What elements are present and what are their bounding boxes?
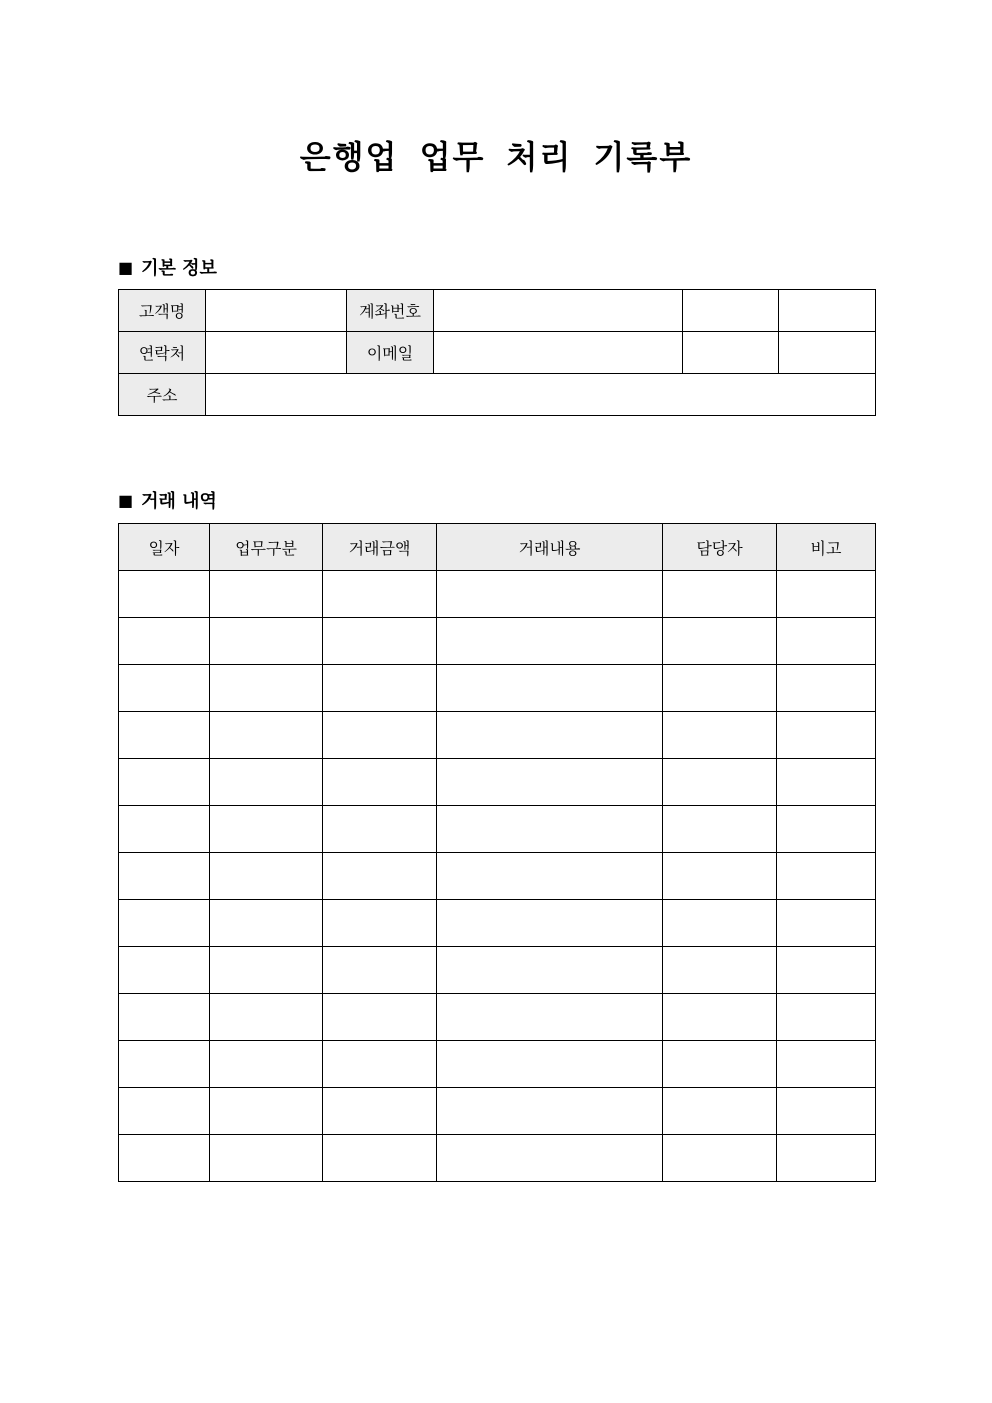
contact-field[interactable] <box>206 332 347 374</box>
table-cell[interactable] <box>323 571 437 618</box>
table-cell[interactable] <box>663 806 777 853</box>
table-cell[interactable] <box>437 759 663 806</box>
table-cell[interactable] <box>777 1041 876 1088</box>
table-cell[interactable] <box>119 900 210 947</box>
table-cell[interactable] <box>663 712 777 759</box>
table-cell[interactable] <box>119 806 210 853</box>
email-label: 이메일 <box>347 332 434 374</box>
table-cell[interactable] <box>663 853 777 900</box>
table-cell[interactable] <box>323 853 437 900</box>
table-cell[interactable] <box>119 1041 210 1088</box>
table-cell[interactable] <box>119 1088 210 1135</box>
blank-cell[interactable] <box>779 290 876 332</box>
transactions-heading <box>118 487 217 513</box>
table-cell[interactable] <box>437 1041 663 1088</box>
table-cell[interactable] <box>210 759 323 806</box>
transactions-table <box>118 523 876 1182</box>
table-cell[interactable] <box>437 618 663 665</box>
table-cell[interactable] <box>663 994 777 1041</box>
table-cell[interactable] <box>323 806 437 853</box>
info-row-address <box>119 374 876 416</box>
table-row <box>119 1135 876 1182</box>
column-header-staff: 담당자 <box>663 524 777 571</box>
square-bullet-icon: ■ <box>118 490 134 510</box>
table-cell[interactable] <box>323 759 437 806</box>
table-cell[interactable] <box>323 900 437 947</box>
table-cell[interactable] <box>777 947 876 994</box>
column-header-remarks: 비고 <box>777 524 876 571</box>
table-cell[interactable] <box>210 947 323 994</box>
basic-info-table <box>118 289 876 416</box>
table-row <box>119 665 876 712</box>
square-bullet-icon: ■ <box>118 257 134 277</box>
table-cell[interactable] <box>437 1135 663 1182</box>
table-cell[interactable] <box>119 571 210 618</box>
table-cell[interactable] <box>323 1135 437 1182</box>
table-row <box>119 806 876 853</box>
address-field[interactable] <box>206 374 876 416</box>
table-cell[interactable] <box>437 994 663 1041</box>
table-cell[interactable] <box>210 618 323 665</box>
blank-cell[interactable] <box>683 290 779 332</box>
table-cell[interactable] <box>119 1135 210 1182</box>
table-cell[interactable] <box>663 759 777 806</box>
table-cell[interactable] <box>210 712 323 759</box>
email-field[interactable] <box>434 332 683 374</box>
table-cell[interactable] <box>663 665 777 712</box>
table-header-row <box>119 524 876 571</box>
table-cell[interactable] <box>210 994 323 1041</box>
blank-cell[interactable] <box>779 332 876 374</box>
transactions-heading-label: 거래 내역 <box>141 491 217 512</box>
table-cell[interactable] <box>210 900 323 947</box>
table-row <box>119 1088 876 1135</box>
table-cell[interactable] <box>663 1088 777 1135</box>
table-row <box>119 759 876 806</box>
table-cell[interactable] <box>777 853 876 900</box>
table-cell[interactable] <box>119 618 210 665</box>
info-row-contact-email <box>119 332 876 374</box>
table-cell[interactable] <box>323 618 437 665</box>
table-cell[interactable] <box>437 712 663 759</box>
table-cell[interactable] <box>210 806 323 853</box>
table-cell[interactable] <box>437 571 663 618</box>
customer-name-field[interactable] <box>206 290 347 332</box>
table-cell[interactable] <box>663 947 777 994</box>
table-cell[interactable] <box>437 1088 663 1135</box>
table-cell[interactable] <box>777 712 876 759</box>
table-cell[interactable] <box>119 712 210 759</box>
table-cell[interactable] <box>210 853 323 900</box>
table-cell[interactable] <box>119 947 210 994</box>
address-label: 주소 <box>119 374 206 416</box>
table-cell[interactable] <box>437 665 663 712</box>
table-cell[interactable] <box>663 1041 777 1088</box>
table-cell[interactable] <box>210 1088 323 1135</box>
table-cell[interactable] <box>777 665 876 712</box>
table-cell[interactable] <box>323 1088 437 1135</box>
table-cell[interactable] <box>323 712 437 759</box>
column-header-type: 업무구분 <box>210 524 323 571</box>
account-number-field[interactable] <box>434 290 683 332</box>
table-row <box>119 994 876 1041</box>
table-cell[interactable] <box>777 571 876 618</box>
table-cell[interactable] <box>437 853 663 900</box>
blank-cell[interactable] <box>683 332 779 374</box>
table-cell[interactable] <box>323 1041 437 1088</box>
document-title: 은행업 업무 처리 기록부 <box>299 138 693 176</box>
table-cell[interactable] <box>119 665 210 712</box>
table-cell[interactable] <box>119 853 210 900</box>
table-row <box>119 900 876 947</box>
table-cell[interactable] <box>119 994 210 1041</box>
table-cell[interactable] <box>437 806 663 853</box>
contact-label: 연락처 <box>119 332 206 374</box>
column-header-amount: 거래금액 <box>323 524 437 571</box>
table-cell[interactable] <box>663 618 777 665</box>
table-cell[interactable] <box>777 900 876 947</box>
info-row-name-account <box>119 290 876 332</box>
table-row <box>119 947 876 994</box>
table-row <box>119 1041 876 1088</box>
table-cell[interactable] <box>323 994 437 1041</box>
basic-info-heading-label: 기본 정보 <box>141 258 217 279</box>
table-row <box>119 853 876 900</box>
table-cell[interactable] <box>777 1135 876 1182</box>
column-header-details: 거래내용 <box>437 524 663 571</box>
table-cell[interactable] <box>437 900 663 947</box>
table-row <box>119 571 876 618</box>
table-cell[interactable] <box>437 947 663 994</box>
table-cell[interactable] <box>777 806 876 853</box>
table-cell[interactable] <box>777 994 876 1041</box>
table-cell[interactable] <box>323 665 437 712</box>
table-cell[interactable] <box>119 759 210 806</box>
customer-name-label: 고객명 <box>119 290 206 332</box>
table-cell[interactable] <box>663 900 777 947</box>
table-cell[interactable] <box>663 1135 777 1182</box>
table-cell[interactable] <box>777 759 876 806</box>
table-cell[interactable] <box>210 1041 323 1088</box>
table-row <box>119 712 876 759</box>
table-cell[interactable] <box>323 947 437 994</box>
table-cell[interactable] <box>210 665 323 712</box>
table-cell[interactable] <box>663 571 777 618</box>
basic-info-heading <box>118 254 217 280</box>
table-cell[interactable] <box>777 1088 876 1135</box>
column-header-date: 일자 <box>119 524 210 571</box>
account-number-label: 계좌번호 <box>347 290 434 332</box>
table-cell[interactable] <box>777 618 876 665</box>
table-cell[interactable] <box>210 1135 323 1182</box>
table-cell[interactable] <box>210 571 323 618</box>
table-row <box>119 618 876 665</box>
